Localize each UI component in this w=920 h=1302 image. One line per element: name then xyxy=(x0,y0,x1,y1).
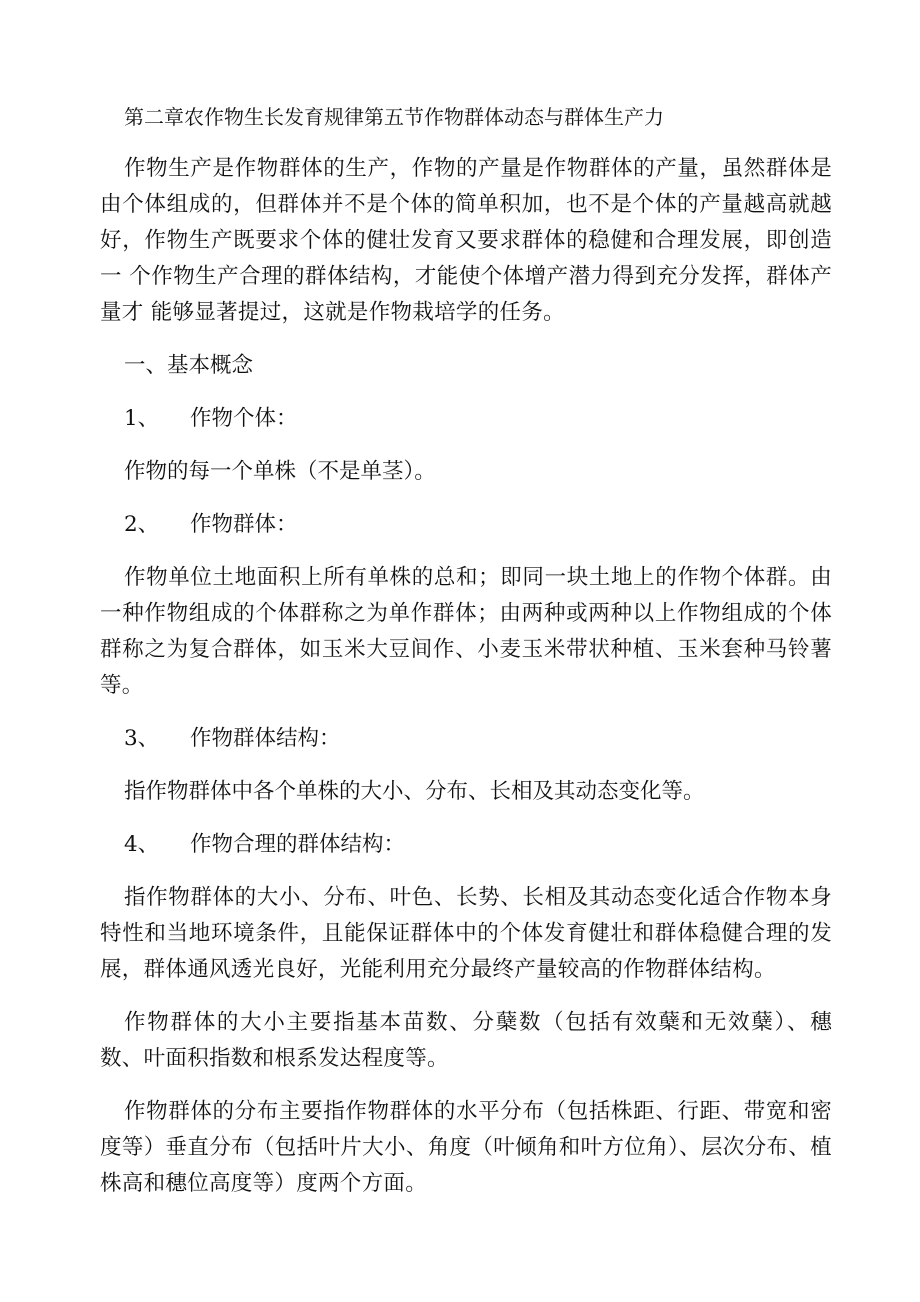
section-heading: 一、基本概念 xyxy=(124,353,254,378)
item-4-term xyxy=(124,827,832,863)
item-1-term xyxy=(124,401,832,437)
intro-paragraph: 作物生产是作物群体的生产，作物的产量是作物群体的产量，虽然群体是由个体组成的，但群体并不是个体的简单积加，也不是个体的产量越高就越 好，作物生产既要求个体的健壮发育又要求群体的稳健和合理发展，即创造一 个作物生产合理的群体结构，才能使个体增产潜力得到充分发挥，群体产量才 能够显著提过，这就是作物栽培学的任务。 xyxy=(100,156,832,325)
item-2-term xyxy=(124,507,832,543)
item-term: 作物个体： xyxy=(190,406,298,431)
item-number: 4、 xyxy=(124,832,160,857)
item-number: 1、 xyxy=(124,406,160,431)
population-distribution-paragraph: 作物群体的分布主要指作物群体的水平分布（包括株距、行距、带宽和密度等）垂直分布（包括叶片大小、角度（叶倾角和叶方位角）、层次分布、植株高和穗位高度等）度两个方面。 xyxy=(100,1099,832,1196)
item-number: 2、 xyxy=(124,512,160,537)
item-3-definition: 指作物群体中各个单株的大小、分布、长相及其动态变化等。 xyxy=(124,779,705,804)
item-4-definition: 指作物群体的大小、分布、叶色、长势、长相及其动态变化适合作物本身特性和当地环境条件，且能保证群体中的个体发育健壮和群体稳健合理的发 展，群体通风透光良好，光能利用充分最终产量较高的作物群体结构。 xyxy=(100,885,832,982)
item-term: 作物合理的群体结构： xyxy=(190,832,406,857)
population-size-paragraph: 作物群体的大小主要指基本苗数、分蘖数（包括有效蘖和无效蘖）、穗 数、叶面积指数和根系发达程度等。 xyxy=(100,1010,832,1071)
item-term: 作物群体： xyxy=(190,512,298,537)
item-2-definition: 作物单位土地面积上所有单株的总和；即同一块土地上的作物个体群。由一种作物组成的个体群称之为单作群体；由两种或两种以上作物组成的个体群称之为复合群体，如玉米大豆间作、小麦玉米带状种植、玉米套种马铃薯等。 xyxy=(100,565,832,698)
item-number: 3、 xyxy=(124,726,160,751)
item-3-term xyxy=(124,721,832,757)
item-term: 作物群体结构： xyxy=(190,726,341,751)
document-title: 第二章农作物生长发育规律第五节作物群体动态与群体生产力 xyxy=(124,105,664,129)
item-1-definition: 作物的每一个单株（不是单茎）。 xyxy=(124,459,436,484)
